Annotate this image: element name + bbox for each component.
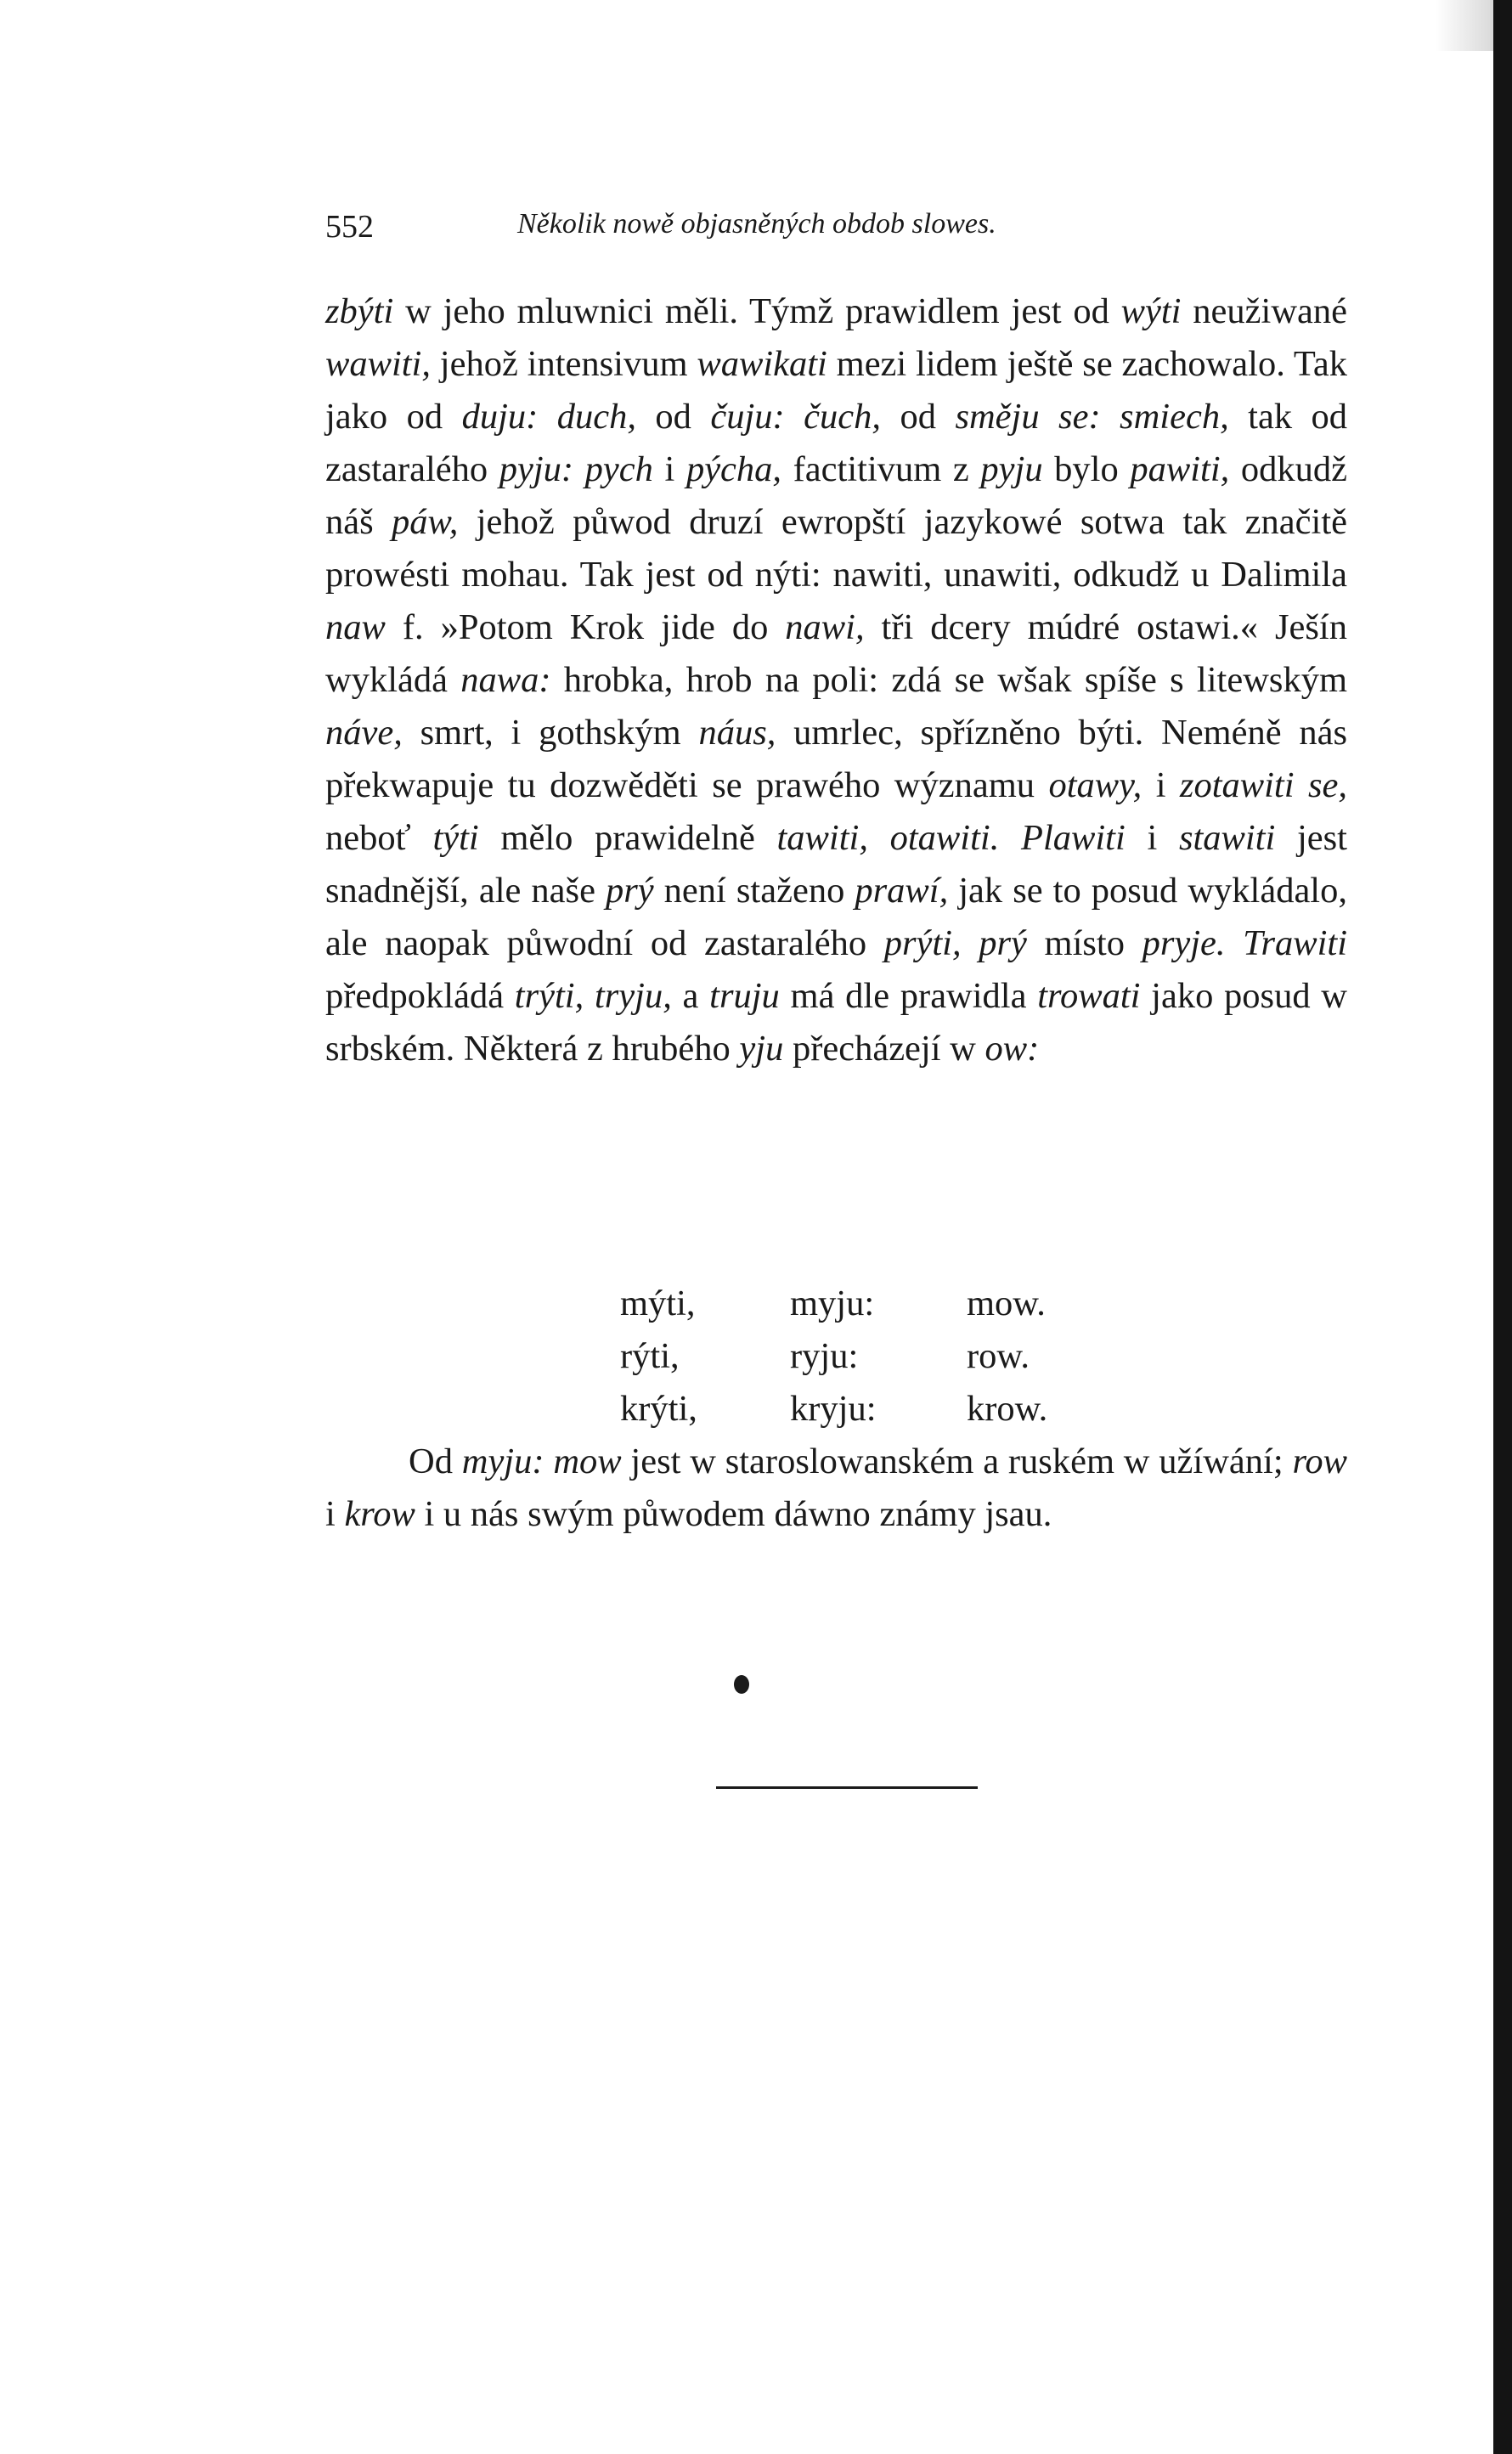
italic-term: duju: duch, [461,397,636,437]
text-run: tak od zastaralého [325,397,1348,489]
scan-edge-top [1436,0,1495,51]
italic-term: pawiti, [1130,449,1230,489]
paragraph-1 [325,285,1347,1075]
italic-term: zbýti [325,291,394,331]
paragraph-2 [325,1436,1347,1541]
text-run: umrlec, spřízněno býti. Neméně nás překwapuje tu dozwěděti se prawého wýznamu [325,713,1347,805]
table-row [620,1330,1047,1383]
italic-term: wawikati [697,344,827,384]
text-run: od [881,397,956,437]
table-row [620,1278,1047,1330]
italic-term: row [1292,1441,1347,1481]
text-run: místo [1026,923,1142,963]
text-run: od [635,397,711,437]
text-run: není staženo [653,871,855,911]
italic-term: ow: [984,1029,1040,1069]
italic-term: týti [432,818,479,858]
italic-term: trýti, tryju, [514,976,672,1016]
italic-term: yju [739,1029,784,1069]
present-cell: myju: [790,1283,875,1323]
text-run: a [671,976,710,1016]
scan-edge-right [1493,0,1512,2454]
text-run: jest w staroslowanském a ruském w užíwání; [621,1441,1293,1481]
infinitive-cell: krýti, [620,1389,697,1429]
italic-term: pryje. [1142,923,1226,963]
noun-cell: krow. [967,1389,1048,1429]
italic-term: wawiti, [325,344,431,384]
italic-term: čuju: čuch, [710,397,882,437]
infinitive-cell: rýti, [620,1336,680,1376]
text-run: odkudž náš [325,449,1347,542]
present-cell: ryju: [790,1336,859,1376]
italic-term: myju: mow [461,1441,622,1481]
text-run: i [325,1494,345,1534]
present-cell: kryju: [790,1389,877,1429]
text-run: mezi lidem ještě se zachowalo. Tak jako od [325,344,1347,437]
text-run: jehož půwod druzí ewropští jazykowé sotwa tak značitě prowésti mohau. Tak jest od nýti: nawiti, unawiti, odkudž u Dalimila [325,502,1347,595]
text-run: factitivum z [781,449,981,489]
text-run: neboť [325,818,433,858]
italic-term: tawiti, otawiti. [776,818,1000,858]
italic-term: páw, [392,502,459,542]
italic-term: Plawiti [1021,818,1126,858]
italic-term: prý [605,871,654,911]
italic-term: wýti [1120,291,1182,331]
conjugation-table [620,1278,1047,1436]
italic-term: Trawiti [1243,923,1348,963]
text-run: má dle prawidla [779,976,1038,1016]
italic-term: směju se: smiech, [955,397,1229,437]
italic-term: pyju: pych [499,449,653,489]
italic-term: náus, [698,713,776,753]
text-run: Od [409,1441,462,1481]
running-title: Několik nowě objasněných obdob slowes. [517,208,996,240]
text-run: neužiwané [1181,291,1347,331]
italic-term: naw [325,607,386,647]
text-run: w jeho mluwnici měli. Týmž prawidlem jest od [393,291,1121,331]
italic-term: krow [344,1494,415,1534]
italic-term: truju [709,976,780,1016]
italic-term: trowati [1037,976,1141,1016]
infinitive-cell: mýti, [620,1283,696,1323]
text-run: hrobka, hrob na poli: zdá se wšak spíše s litewským [550,660,1348,700]
text-run: f. »Potom Krok jide do [385,607,786,647]
italic-term: prawí, [855,871,949,911]
italic-term: nawa: [460,660,551,700]
text-run: i [1125,818,1179,858]
text-run: i [652,449,686,489]
italic-term: nawi, [785,607,865,647]
text-run: jest snadnější, ale naše [325,818,1347,911]
text-run: přecházejí w [783,1029,985,1069]
ink-mark [734,1675,749,1694]
main-paragraph [325,285,1347,1075]
text-run: bylo [1042,449,1131,489]
italic-term: pyju [980,449,1043,489]
text-run: i [1142,765,1180,805]
table-row [620,1383,1047,1436]
italic-term: náve, [325,713,403,753]
text-run: jako posud w srbském. Některá z hrubého [325,976,1347,1069]
text-run: smrt, i gothským [402,713,699,753]
text-run [999,818,1021,858]
page-header [325,201,1107,252]
text-run: mělo prawidelně [478,818,777,858]
italic-term: zotawiti se, [1179,765,1347,805]
noun-cell: row. [967,1336,1030,1376]
text-run: tři dcery múdré ostawi.« Ješín wykládá [325,607,1347,700]
italic-term: stawiti [1178,818,1276,858]
text-run [1226,923,1244,963]
text-run: jak se to posud wykládalo, ale naopak půwodní od zastaralého [325,871,1347,963]
page-number: 552 [325,209,374,245]
noun-cell: mow. [967,1283,1046,1323]
text-run: i u nás swým půwodem dáwno známy jsau. [415,1494,1052,1534]
italic-term: pýcha, [685,449,782,489]
text-run: předpokládá [325,976,515,1016]
closing-paragraph [325,1436,1347,1541]
italic-term: prýti, prý [883,923,1027,963]
end-rule [716,1786,978,1789]
italic-term: otawy, [1048,765,1142,805]
text-run: jehož intensivum [431,344,697,384]
